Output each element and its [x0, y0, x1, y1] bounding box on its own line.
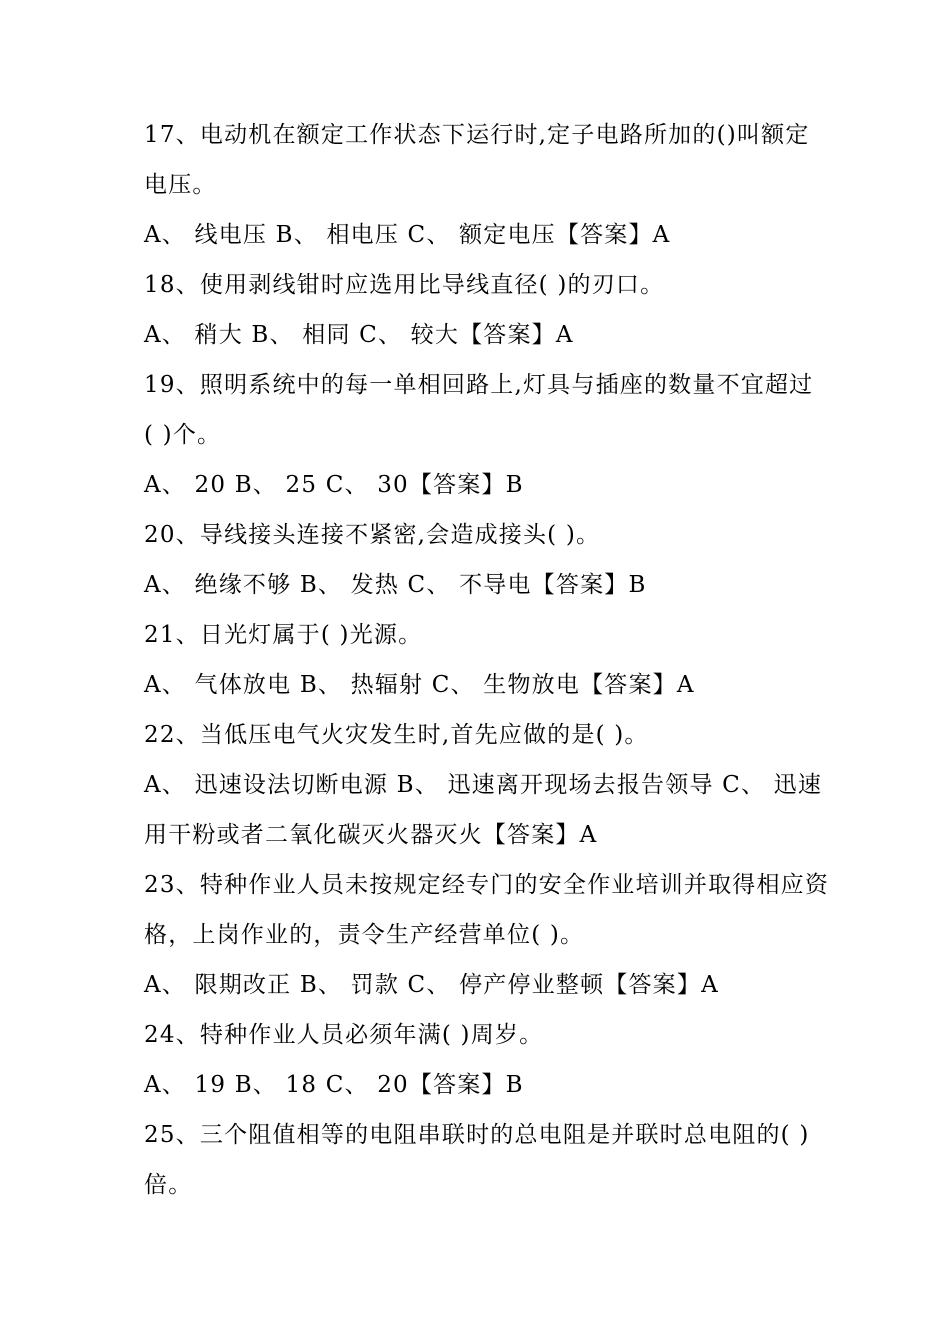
question-19-options: A、 20 B、 25 C、 30【答案】B	[144, 472, 524, 498]
question-19-stem: 19、照明系统中的每一单相回路上,灯具与插座的数量不宜超过	[144, 372, 814, 398]
question-20-stem: 20、导线接头连接不紧密,会造成接头( )。	[144, 522, 601, 548]
question-22-stem: 22、当低压电气火灾发生时,首先应做的是( )。	[144, 722, 649, 748]
question-18-stem: 18、使用剥线钳时应选用比导线直径( )的刃口。	[144, 272, 665, 298]
document-body	[144, 110, 830, 1210]
question-23-stem-cont: 格，上岗作业的，责令生产经营单位( )。	[144, 922, 585, 948]
question-17-stem: 17、电动机在额定工作状态下运行时,定子电路所加的()叫额定	[144, 122, 810, 148]
question-21-stem: 21、日光灯属于( )光源。	[144, 622, 423, 648]
question-20-options: A、 绝缘不够 B、 发热 C、 不导电【答案】B	[144, 572, 647, 598]
question-23-options: A、 限期改正 B、 罚款 C、 停产停业整顿【答案】A	[144, 972, 719, 998]
question-22-options: A、 迅速设法切断电源 B、 迅速离开现场去报告领导 C、 迅速	[144, 772, 823, 798]
question-23-stem: 23、特种作业人员未按规定经专门的安全作业培训并取得相应资	[144, 872, 830, 898]
question-25-stem: 25、三个阻值相等的电阻串联时的总电阻是并联时总电阻的( )	[144, 1122, 810, 1148]
question-17-options: A、 线电压 B、 相电压 C、 额定电压【答案】A	[144, 222, 671, 248]
question-17-stem-cont: 电压。	[144, 172, 217, 198]
question-21-options: A、 气体放电 B、 热辐射 C、 生物放电【答案】A	[144, 672, 695, 698]
question-25-stem-cont: 倍。	[144, 1172, 193, 1198]
question-22-options-cont: 用干粉或者二氧化碳灭火器灭火【答案】A	[144, 822, 598, 848]
question-19-stem-cont: ( )个。	[144, 422, 222, 448]
question-18-options: A、 稍大 B、 相同 C、 较大【答案】A	[144, 322, 574, 348]
question-24-options: A、 19 B、 18 C、 20【答案】B	[144, 1072, 524, 1098]
question-24-stem: 24、特种作业人员必须年满( )周岁。	[144, 1022, 544, 1048]
